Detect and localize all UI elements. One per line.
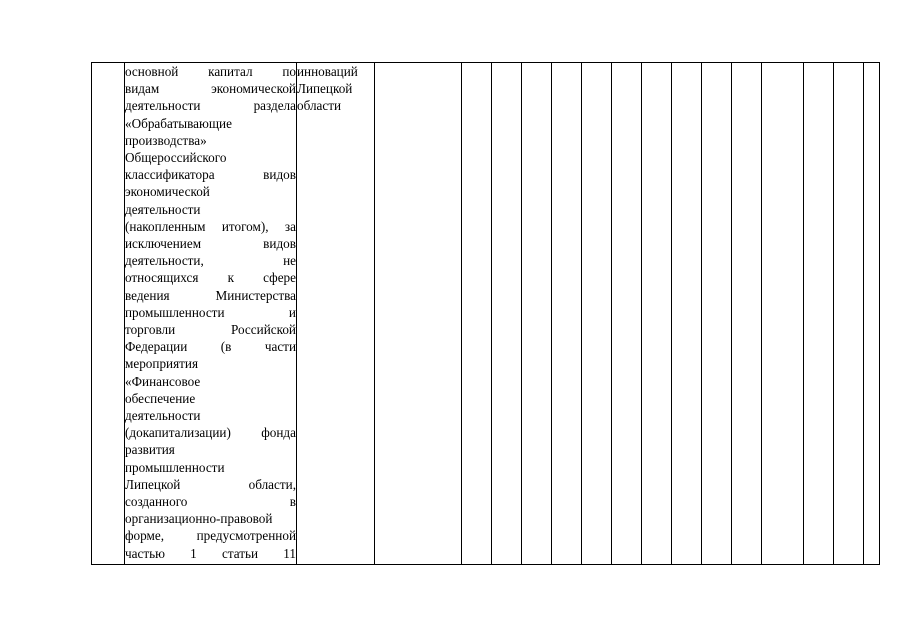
empty-cell — [642, 63, 672, 565]
description-line: Общероссийского — [125, 150, 227, 166]
owner-line: Липецкой — [297, 81, 353, 97]
description-line: основной капитал по — [125, 64, 296, 79]
description-line: видам экономической — [125, 81, 296, 97]
empty-cell — [492, 63, 522, 565]
description-line: организационно-правовой — [125, 511, 273, 527]
description-line: обеспечение — [125, 390, 196, 406]
description-line: мероприятия — [125, 356, 199, 372]
empty-cell — [672, 63, 702, 565]
description-line: ведения Министерства — [125, 287, 296, 303]
table-row — [92, 63, 880, 565]
description-line: деятельности — [125, 201, 201, 217]
owner-line: инноваций — [297, 64, 358, 79]
empty-cell — [522, 63, 552, 565]
description-line: (докапитализации) фонда — [125, 425, 296, 441]
description-line: развития — [125, 442, 175, 458]
empty-cell — [762, 63, 804, 565]
description-line: деятельности раздела — [125, 98, 296, 114]
description-line: Липецкой области, — [125, 476, 296, 492]
empty-cell — [732, 63, 762, 565]
empty-cell — [582, 63, 612, 565]
description-line: экономической — [125, 184, 210, 200]
description-line: деятельности, не — [125, 253, 296, 269]
description-line: Федерации (в части — [125, 339, 296, 355]
empty-cell — [612, 63, 642, 565]
empty-cell — [804, 63, 834, 565]
description-line: частью 1 статьи 11 — [125, 545, 296, 561]
description-line: производства» — [125, 132, 207, 148]
document-table — [91, 62, 880, 565]
description-line: «Финансовое — [125, 373, 201, 389]
empty-cell — [375, 63, 462, 565]
owner-line: области — [297, 98, 342, 114]
description-line: деятельности — [125, 408, 201, 424]
number-cell — [92, 63, 125, 565]
description-line: форме, предусмотренной — [125, 528, 296, 544]
description-line: промышленности и — [125, 304, 296, 320]
responsible-executor-cell — [297, 63, 375, 565]
description-line: промышленности — [125, 459, 225, 475]
description-line: исключением видов — [125, 236, 296, 252]
empty-cell — [702, 63, 732, 565]
description-line: классификатора видов — [125, 167, 296, 183]
description-line: созданного в — [125, 494, 296, 510]
empty-cell — [462, 63, 492, 565]
empty-cell — [864, 63, 880, 565]
description-line: торговли Российской — [125, 322, 296, 338]
indicator-description-cell — [125, 63, 297, 565]
description-line: относящихся к сфере — [125, 270, 296, 286]
empty-cell — [834, 63, 864, 565]
description-line: (накопленным итогом), за — [125, 218, 296, 234]
empty-cell — [552, 63, 582, 565]
description-line: «Обрабатывающие — [125, 115, 232, 131]
